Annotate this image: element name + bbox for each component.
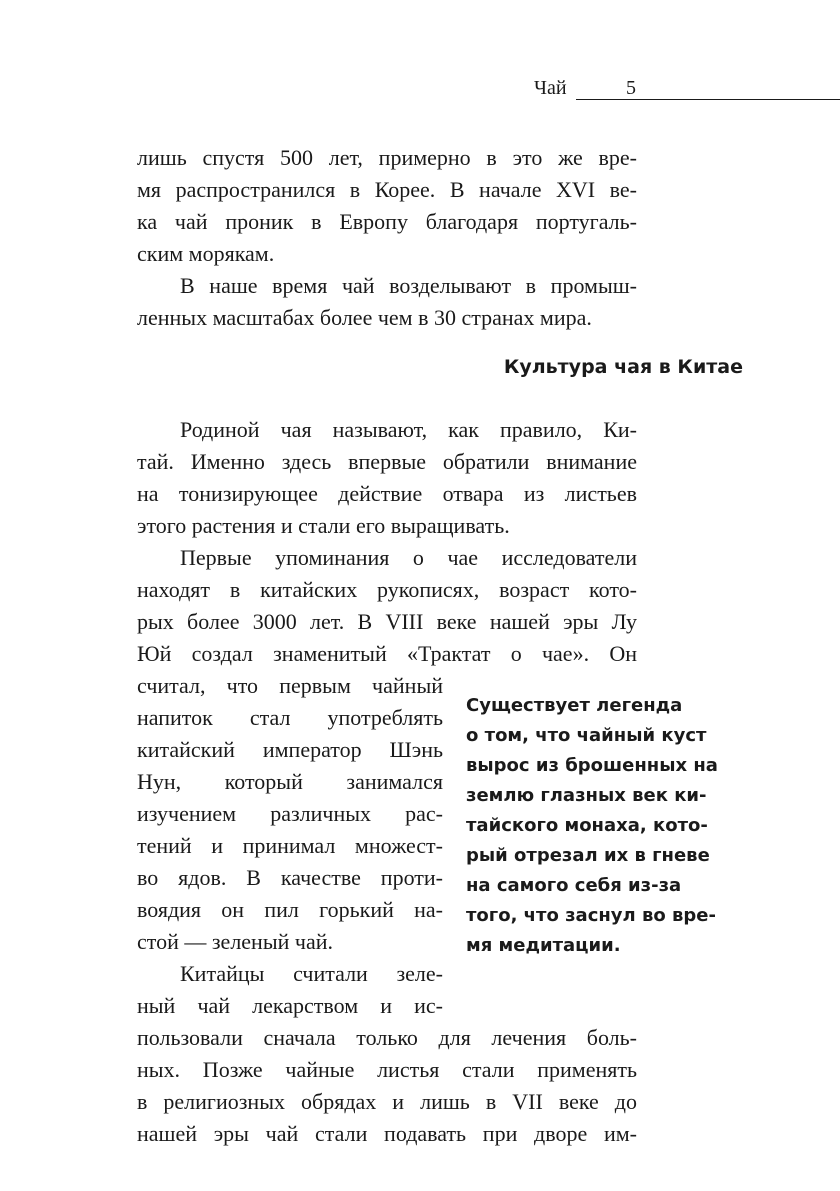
sidebar-line: землю глазных век ки- bbox=[466, 785, 707, 806]
text-line: В наше время чай возделывают в промыш- bbox=[180, 273, 637, 298]
text-line: находят в китайских рукописях, возраст кото- bbox=[137, 577, 637, 602]
text-line: ским морякам. bbox=[137, 241, 275, 266]
sidebar-line: вырос из брошенных на bbox=[466, 755, 718, 776]
text-line: тай. Именно здесь впервые обратили внимание bbox=[137, 449, 637, 474]
text-line: стой — зеленый чай. bbox=[137, 929, 333, 954]
text-line: Родиной чая называют, как правило, Ки- bbox=[180, 417, 637, 442]
text-line: во ядов. В качестве проти- bbox=[137, 865, 443, 890]
sidebar-line: рый отрезал их в гневе bbox=[466, 845, 710, 866]
text-line: в религиозных обрядах и лишь в VII веке до bbox=[137, 1089, 637, 1114]
text-line: Первые упоминания о чае исследователи bbox=[180, 545, 637, 570]
text-line: считал, что первым чайный bbox=[137, 673, 443, 698]
text-line: Китайцы считали зеле- bbox=[180, 961, 443, 986]
text-line: ный чай лекарством и ис- bbox=[137, 993, 443, 1018]
sidebar-line: того, что заснул во вре- bbox=[466, 905, 716, 926]
text-line: этого растения и стали его выращивать. bbox=[137, 513, 510, 538]
page-number: 5 bbox=[626, 77, 636, 99]
text-line: на тонизирующее действие отвара из листьев bbox=[137, 481, 637, 506]
sidebar-line: о том, что чайный куст bbox=[466, 725, 707, 746]
text-line: мя распространился в Корее. В начале XVI ве- bbox=[137, 177, 637, 202]
text-line: рых более 3000 лет. В VIII веке нашей эры Лу bbox=[137, 609, 637, 634]
sidebar-line: тайского монаха, кото- bbox=[466, 815, 708, 836]
text-line: изучением различных рас- bbox=[137, 801, 443, 826]
running-title: Чай bbox=[534, 77, 567, 99]
sidebar-line: Существует легенда bbox=[466, 695, 683, 716]
sidebar-line: на самого себя из-за bbox=[466, 875, 682, 896]
section-heading: Культура чая в Китае bbox=[503, 356, 743, 378]
text-line: лишь спустя 500 лет, примерно в это же вре- bbox=[137, 145, 637, 170]
text-line: Юй создал знаменитый «Трактат о чае». Он bbox=[137, 641, 637, 666]
header-rule bbox=[576, 99, 840, 100]
text-line: китайский император Шэнь bbox=[137, 737, 443, 762]
text-line: ных. Позже чайные листья стали применять bbox=[137, 1057, 637, 1082]
text-line: пользовали сначала только для лечения боль- bbox=[137, 1025, 637, 1050]
text-line: воядия он пил горький на- bbox=[137, 897, 443, 922]
sidebar-line: мя медитации. bbox=[466, 935, 621, 956]
text-line: Нун, который занимался bbox=[137, 769, 443, 794]
text-line: напиток стал употреблять bbox=[137, 705, 443, 730]
text-line: нашей эры чай стали подавать при дворе им- bbox=[137, 1121, 637, 1146]
text-line: тений и принимал множест- bbox=[137, 833, 443, 858]
text-line: ленных масштабах более чем в 30 странах мира. bbox=[137, 305, 592, 330]
text-line: ка чай проник в Европу благодаря португаль- bbox=[137, 209, 637, 234]
